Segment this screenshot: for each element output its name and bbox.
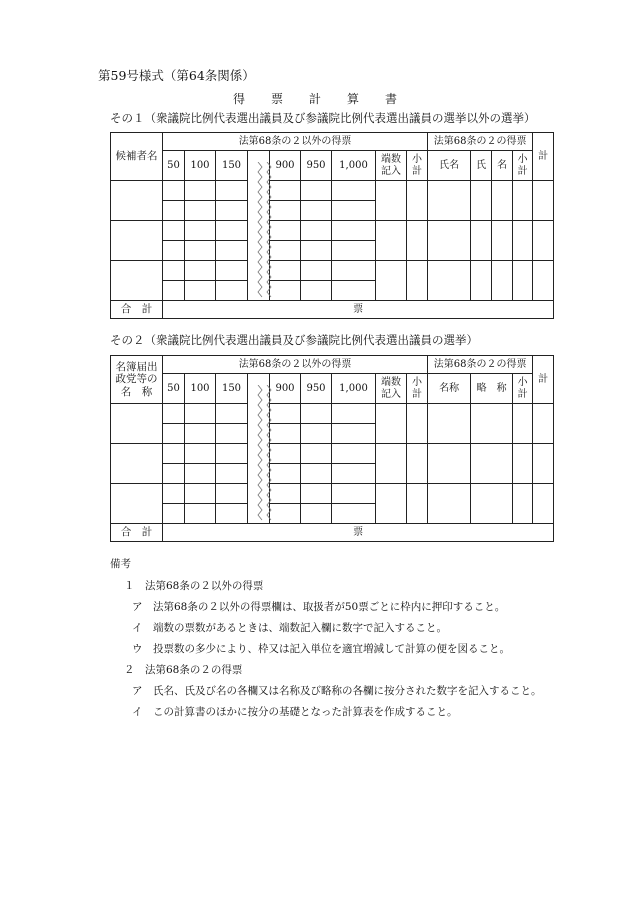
tally-col-header: 950 xyxy=(301,374,332,404)
section1-heading: その１（衆議院比例代表選出議員及び参議院比例代表選出議員の選挙以外の選挙） xyxy=(110,111,536,125)
subtotal-cell[interactable] xyxy=(407,221,428,261)
party-name-cell[interactable] xyxy=(111,484,163,524)
subtotal-header: 小計 xyxy=(407,374,428,404)
tally-col-header: 150 xyxy=(216,374,248,404)
candidate-name-cell[interactable] xyxy=(111,221,163,261)
group2-col-header: 氏 xyxy=(471,151,492,181)
subtotal-cell[interactable] xyxy=(407,181,428,221)
group2-subtotal-header: 小計 xyxy=(513,151,533,181)
tally-col-header: 900 xyxy=(270,374,301,404)
subtotal-cell[interactable] xyxy=(407,444,428,484)
group2-col-header: 氏名 xyxy=(428,151,471,181)
fraction-cell[interactable] xyxy=(376,261,407,301)
tally-table-section1 xyxy=(110,132,554,319)
tally-col-header: 150 xyxy=(216,151,248,181)
subtotal-cell[interactable] xyxy=(407,404,428,444)
fraction-cell[interactable] xyxy=(376,404,407,444)
note-item-2: ２ 法第68条の２の得票 xyxy=(124,664,243,676)
tally-col-header: 100 xyxy=(185,151,216,181)
candidate-name-cell[interactable] xyxy=(111,181,163,221)
grand-total-label: 合 計 xyxy=(111,301,163,319)
note-item-2a: ア 氏名、氏及び名の各欄又は名称及び略称の各欄に按分された数字を記入すること。 xyxy=(132,685,542,697)
group1-header: 法第68条の２以外の得票 xyxy=(163,133,428,151)
note-item-1c: ウ 投票数の多少により、枠又は記入単位を適宜増減して計算の便を図ること。 xyxy=(132,643,510,655)
title-char: 書 xyxy=(385,92,398,106)
title-char: 票 xyxy=(270,92,283,106)
note-item-1a: ア 法第68条の２以外の得票欄は、取扱者が50票ごとに枠内に押印すること。 xyxy=(132,601,506,613)
grand-total-cell: 票 xyxy=(163,524,554,542)
tally-table-section2 xyxy=(110,355,554,542)
group2-header: 法第68条の２の得票 xyxy=(428,356,533,374)
candidate-name-cell[interactable] xyxy=(111,261,163,301)
tally-col-header: 1,000 xyxy=(332,151,376,181)
omission-zigzag-right xyxy=(265,385,273,523)
subtotal-cell[interactable] xyxy=(407,484,428,524)
title-char: 得 xyxy=(232,92,245,106)
document-title xyxy=(0,90,630,107)
party-name-cell[interactable] xyxy=(111,404,163,444)
total-header: 計 xyxy=(533,356,554,404)
total-header: 計 xyxy=(533,133,554,181)
notes-heading: 備考 xyxy=(110,558,131,570)
candidate-name-header: 候補者名 xyxy=(111,133,163,181)
omission-zigzag-right xyxy=(265,162,273,300)
fraction-header: 端数記入 xyxy=(376,151,407,181)
party-name-header: 名簿届出政党等の名 称 xyxy=(111,356,163,404)
grand-total-label: 合 計 xyxy=(111,524,163,542)
subtotal-cell[interactable] xyxy=(407,261,428,301)
tally-col-header: 900 xyxy=(270,151,301,181)
fraction-header: 端数記入 xyxy=(376,374,407,404)
form-number: 第59号様式（第64条関係） xyxy=(98,68,255,83)
tally-col-header: 100 xyxy=(185,374,216,404)
omission-zigzag-left xyxy=(256,162,264,300)
title-char: 算 xyxy=(347,92,360,106)
group2-header: 法第68条の２の得票 xyxy=(428,133,533,151)
grand-total-cell: 票 xyxy=(163,301,554,319)
fraction-cell[interactable] xyxy=(376,484,407,524)
fraction-cell[interactable] xyxy=(376,221,407,261)
tally-col-header: 1,000 xyxy=(332,374,376,404)
section2-heading: その２（衆議院比例代表選出議員及び参議院比例代表選出議員の選挙） xyxy=(110,333,478,347)
group1-header: 法第68条の２以外の得票 xyxy=(163,356,428,374)
tally-col-header: 50 xyxy=(163,374,185,404)
group2-col-header: 略 称 xyxy=(471,374,513,404)
title-char: 計 xyxy=(308,92,321,106)
omission-zigzag-left xyxy=(256,385,264,523)
subtotal-header: 小計 xyxy=(407,151,428,181)
group2-subtotal-header: 小計 xyxy=(513,374,533,404)
note-item-2b: イ この計算書のほかに按分の基礎となった計算表を作成すること。 xyxy=(132,706,458,718)
note-item-1: １ 法第68条の２以外の得票 xyxy=(124,580,264,592)
note-item-1b: イ 端数の票数があるときは、端数記入欄に数字で記入すること。 xyxy=(132,622,447,634)
party-name-cell[interactable] xyxy=(111,444,163,484)
group2-col-header: 名 xyxy=(492,151,513,181)
fraction-cell[interactable] xyxy=(376,181,407,221)
group2-col-header: 名称 xyxy=(428,374,471,404)
fraction-cell[interactable] xyxy=(376,444,407,484)
tally-col-header: 50 xyxy=(163,151,185,181)
tally-col-header: 950 xyxy=(301,151,332,181)
